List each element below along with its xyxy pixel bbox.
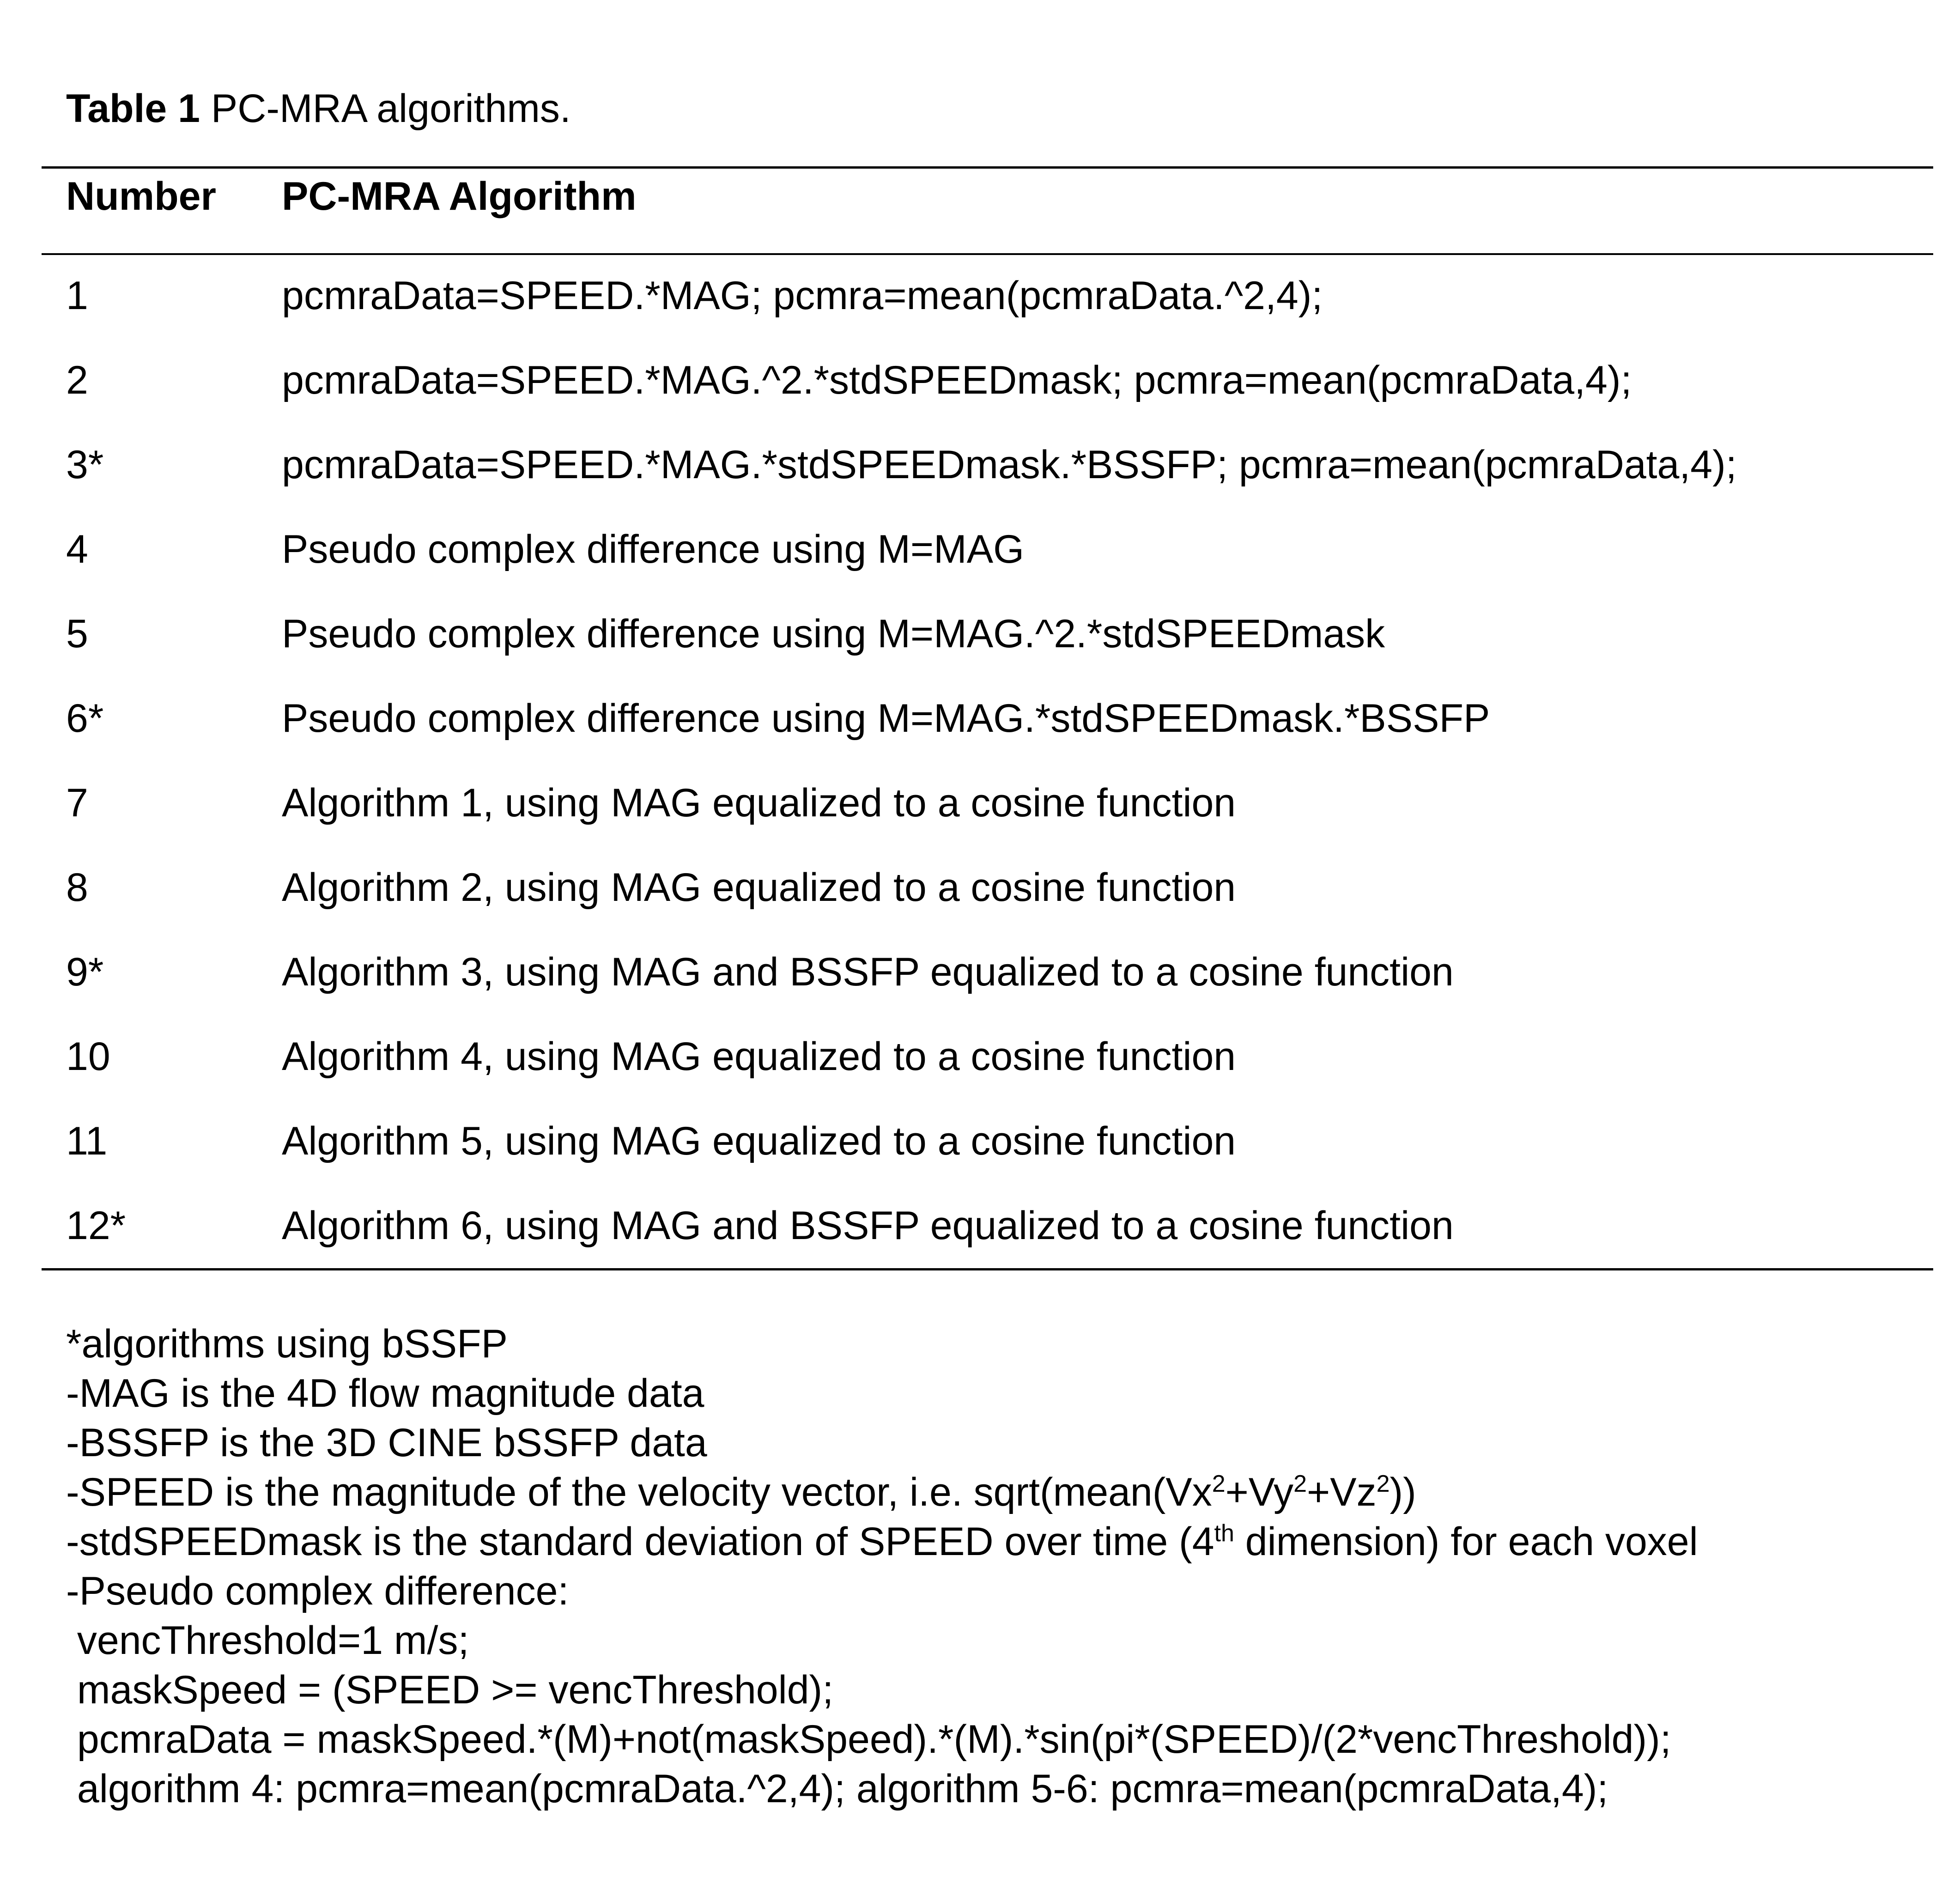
footnote-bssfp-def: -BSSFP is the 3D CINE bSSFP data	[66, 1421, 707, 1465]
code-line: algorithm 4: pcmra=mean(pcmraData.^2,4); algorithm 5-6: pcmra=mean(pcmraData,4);	[66, 1767, 1608, 1811]
row-number: 12*	[66, 1203, 126, 1248]
row-algorithm: Pseudo complex difference using M=MAG	[282, 527, 1024, 571]
header-rule	[42, 253, 1933, 255]
table-label: Table 1	[66, 86, 200, 131]
table-row	[0, 862, 1960, 947]
footnote-std	[66, 1517, 1698, 1567]
footnote-mag: -MAG is the 4D flow magnitude data	[66, 1371, 704, 1416]
footnote-speed	[66, 1468, 1698, 1517]
footnote-pseudo-title: -Pseudo complex difference:	[66, 1569, 569, 1613]
superscript: 2	[1293, 1471, 1307, 1497]
row-number: 1	[66, 273, 88, 318]
code-line: pcmraData = maskSpeed.*(M)+not(maskSpeed).*(M).*sin(pi*(SPEED)/(2*vencThreshold));	[66, 1717, 1671, 1762]
superscript: th	[1214, 1520, 1234, 1547]
row-algorithm: pcmraData=SPEED.*MAG.^2.*stdSPEEDmask; pcmra=mean(pcmraData,4);	[282, 358, 1632, 402]
row-algorithm: Pseudo complex difference using M=MAG.^2.*stdSPEEDmask	[282, 612, 1385, 656]
row-number: 10	[66, 1034, 110, 1079]
row-algorithm: pcmraData=SPEED.*MAG; pcmra=mean(pcmraData.^2,4);	[282, 273, 1323, 318]
row-number: 2	[66, 358, 88, 402]
row-number: 8	[66, 865, 88, 910]
row-algorithm: Algorithm 3, using MAG and BSSFP equalized to a cosine function	[282, 950, 1454, 994]
table-caption	[66, 83, 571, 134]
header-algorithm: PC-MRA Algorithm	[282, 174, 637, 219]
speed-text: +Vy	[1225, 1470, 1294, 1514]
table-row	[0, 947, 1960, 1031]
superscript: 2	[1212, 1471, 1226, 1497]
code-line: vencThreshold=1 m/s;	[66, 1618, 469, 1663]
row-number: 9*	[66, 950, 104, 994]
row-algorithm: Pseudo complex difference using M=MAG.*stdSPEEDmask.*BSSFP	[282, 696, 1490, 741]
top-rule	[42, 166, 1933, 169]
row-algorithm: Algorithm 5, using MAG equalized to a cosine function	[282, 1119, 1236, 1163]
code-line: maskSpeed = (SPEED >= vencThreshold);	[66, 1668, 834, 1712]
speed-text: -SPEED is the magnitude of the velocity vector, i.e. sqrt(mean(Vx	[66, 1470, 1212, 1514]
row-number: 5	[66, 612, 88, 656]
row-number: 6*	[66, 696, 104, 741]
table-row	[0, 524, 1960, 608]
table-row	[0, 439, 1960, 524]
table-row	[0, 355, 1960, 439]
table-row	[0, 778, 1960, 862]
row-number: 7	[66, 781, 88, 825]
header-number: Number	[66, 174, 216, 219]
superscript: 2	[1376, 1471, 1390, 1497]
footnote-bssfp: *algorithms using bSSFP	[66, 1322, 508, 1366]
std-text: dimension) for each voxel	[1234, 1519, 1698, 1564]
row-algorithm: pcmraData=SPEED.*MAG.*stdSPEEDmask.*BSSFP; pcmra=mean(pcmraData,4);	[282, 443, 1737, 487]
table-row	[0, 1116, 1960, 1200]
std-text: -stdSPEEDmask is the standard deviation of SPEED over time (4	[66, 1519, 1214, 1564]
table-row	[0, 608, 1960, 693]
row-algorithm: Algorithm 1, using MAG equalized to a cosine function	[282, 781, 1236, 825]
table-row	[0, 1031, 1960, 1116]
row-number: 3*	[66, 443, 104, 487]
row-number: 4	[66, 527, 88, 571]
table-title: PC-MRA algorithms.	[200, 86, 571, 131]
table-row	[0, 270, 1960, 355]
row-number: 11	[66, 1119, 108, 1163]
row-algorithm: Algorithm 4, using MAG equalized to a cosine function	[282, 1034, 1236, 1079]
table-row	[0, 693, 1960, 778]
table-row	[0, 1200, 1960, 1285]
table-footnotes	[66, 1319, 1698, 1814]
row-algorithm: Algorithm 2, using MAG equalized to a cosine function	[282, 865, 1236, 910]
row-algorithm: Algorithm 6, using MAG and BSSFP equalized to a cosine function	[282, 1203, 1454, 1248]
speed-text: ))	[1390, 1470, 1416, 1514]
bottom-rule	[42, 1268, 1933, 1270]
speed-text: +Vz	[1306, 1470, 1377, 1514]
